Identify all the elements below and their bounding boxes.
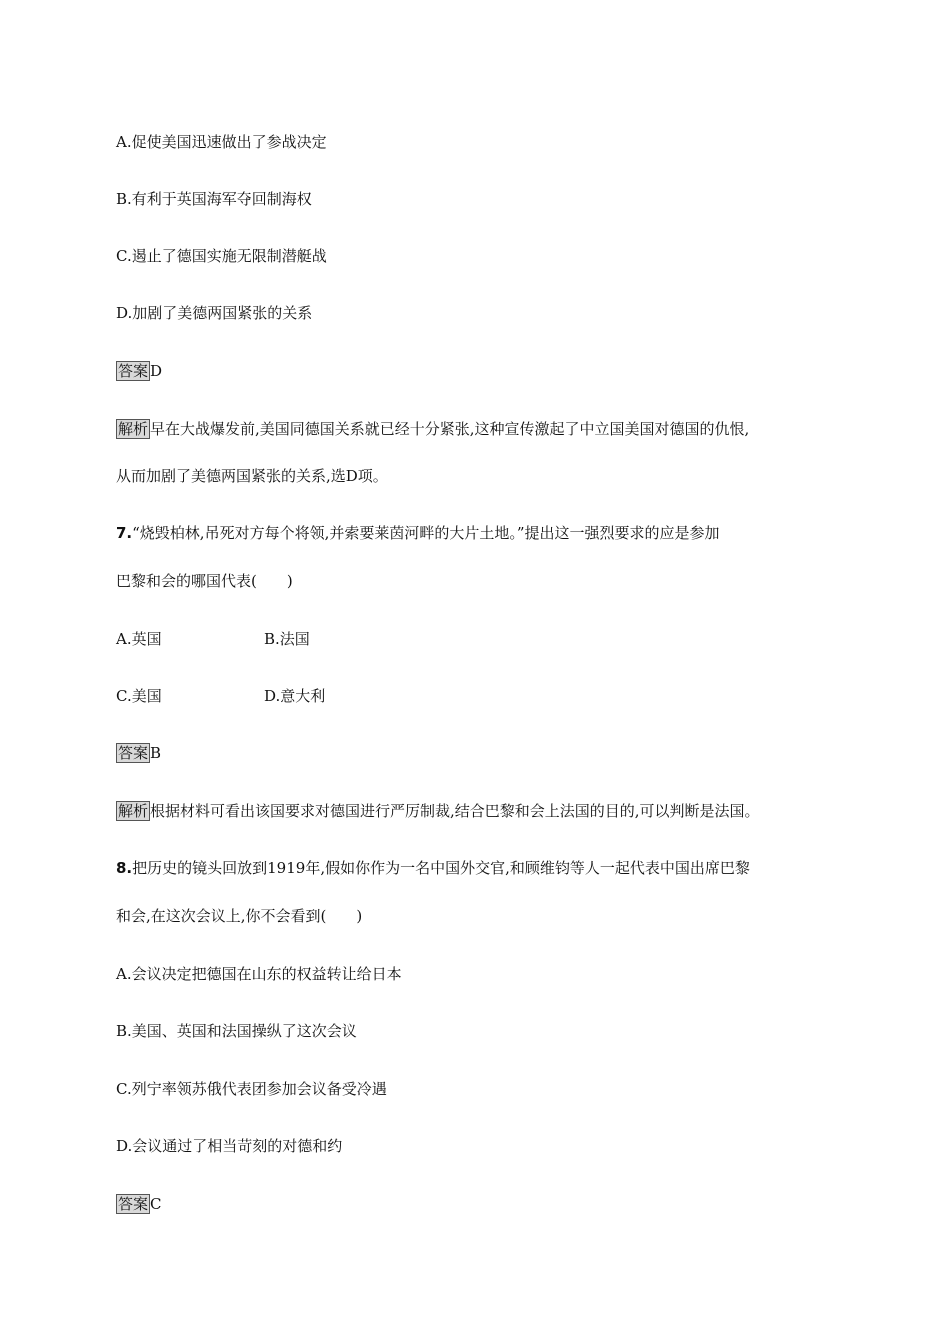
answer-tag: 答案 [118, 1195, 149, 1213]
question-number: 8. [116, 859, 133, 877]
answer-tag: 答案 [118, 744, 149, 762]
option-b: B.有利于英国海军夺回制海权 [116, 190, 312, 208]
option-d: D.加剧了美德两国紧张的关系 [116, 304, 313, 322]
question-7-stem [116, 523, 720, 543]
question-text: 把历史的镜头回放到1919年,假如你作为一名中国外交官,和顾维钧等人一起代表中国出席巴黎 [132, 859, 750, 877]
analysis-tag: 解析 [118, 420, 149, 438]
option-a: A.英国 [116, 630, 162, 648]
answer-value: D [150, 362, 163, 380]
question-text: “烧毁柏林,吊死对方每个将领,并索要莱茵河畔的大片土地。”提出这一强烈要求的应是参加 [132, 524, 720, 542]
answer-row [116, 743, 161, 763]
answer-row [116, 361, 162, 381]
option-a: A.会议决定把德国在山东的权益转让给日本 [116, 965, 402, 983]
analysis-row [116, 801, 760, 821]
answer-value: B [150, 744, 162, 762]
option-d: D.会议通过了相当苛刻的对德和约 [116, 1137, 343, 1155]
question-number: 7. [116, 524, 133, 542]
answer-row [116, 1194, 162, 1214]
analysis-text-cont: 从而加剧了美德两国紧张的关系,选D项。 [116, 467, 388, 485]
option-c: C.列宁率领苏俄代表团参加会议备受冷遇 [116, 1080, 387, 1098]
option-b: B.美国、英国和法国操纵了这次会议 [116, 1022, 357, 1040]
analysis-row [116, 419, 749, 439]
answer-tag: 答案 [118, 362, 149, 380]
option-c: C.遏止了德国实施无限制潜艇战 [116, 247, 327, 265]
option-b: B.法国 [264, 630, 310, 648]
answer-value: C [150, 1195, 162, 1213]
option-c: C.美国 [116, 687, 162, 705]
option-row [116, 629, 310, 649]
option-row [116, 686, 326, 706]
analysis-text: 早在大战爆发前,美国同德国关系就已经十分紧张,这种宣传激起了中立国美国对德国的仇恨, [150, 420, 750, 438]
analysis-tag: 解析 [118, 802, 149, 820]
option-a: A.促使美国迅速做出了参战决定 [116, 133, 327, 151]
analysis-text: 根据材料可看出该国要求对德国进行严厉制裁,结合巴黎和会上法国的目的,可以判断是法国。 [150, 802, 760, 820]
question-8-stem [116, 858, 750, 878]
question-7-stem-cont: 巴黎和会的哪国代表( ) [116, 572, 293, 590]
question-8-stem-cont: 和会,在这次会议上,你不会看到( ) [116, 907, 363, 925]
option-d: D.意大利 [264, 687, 326, 705]
